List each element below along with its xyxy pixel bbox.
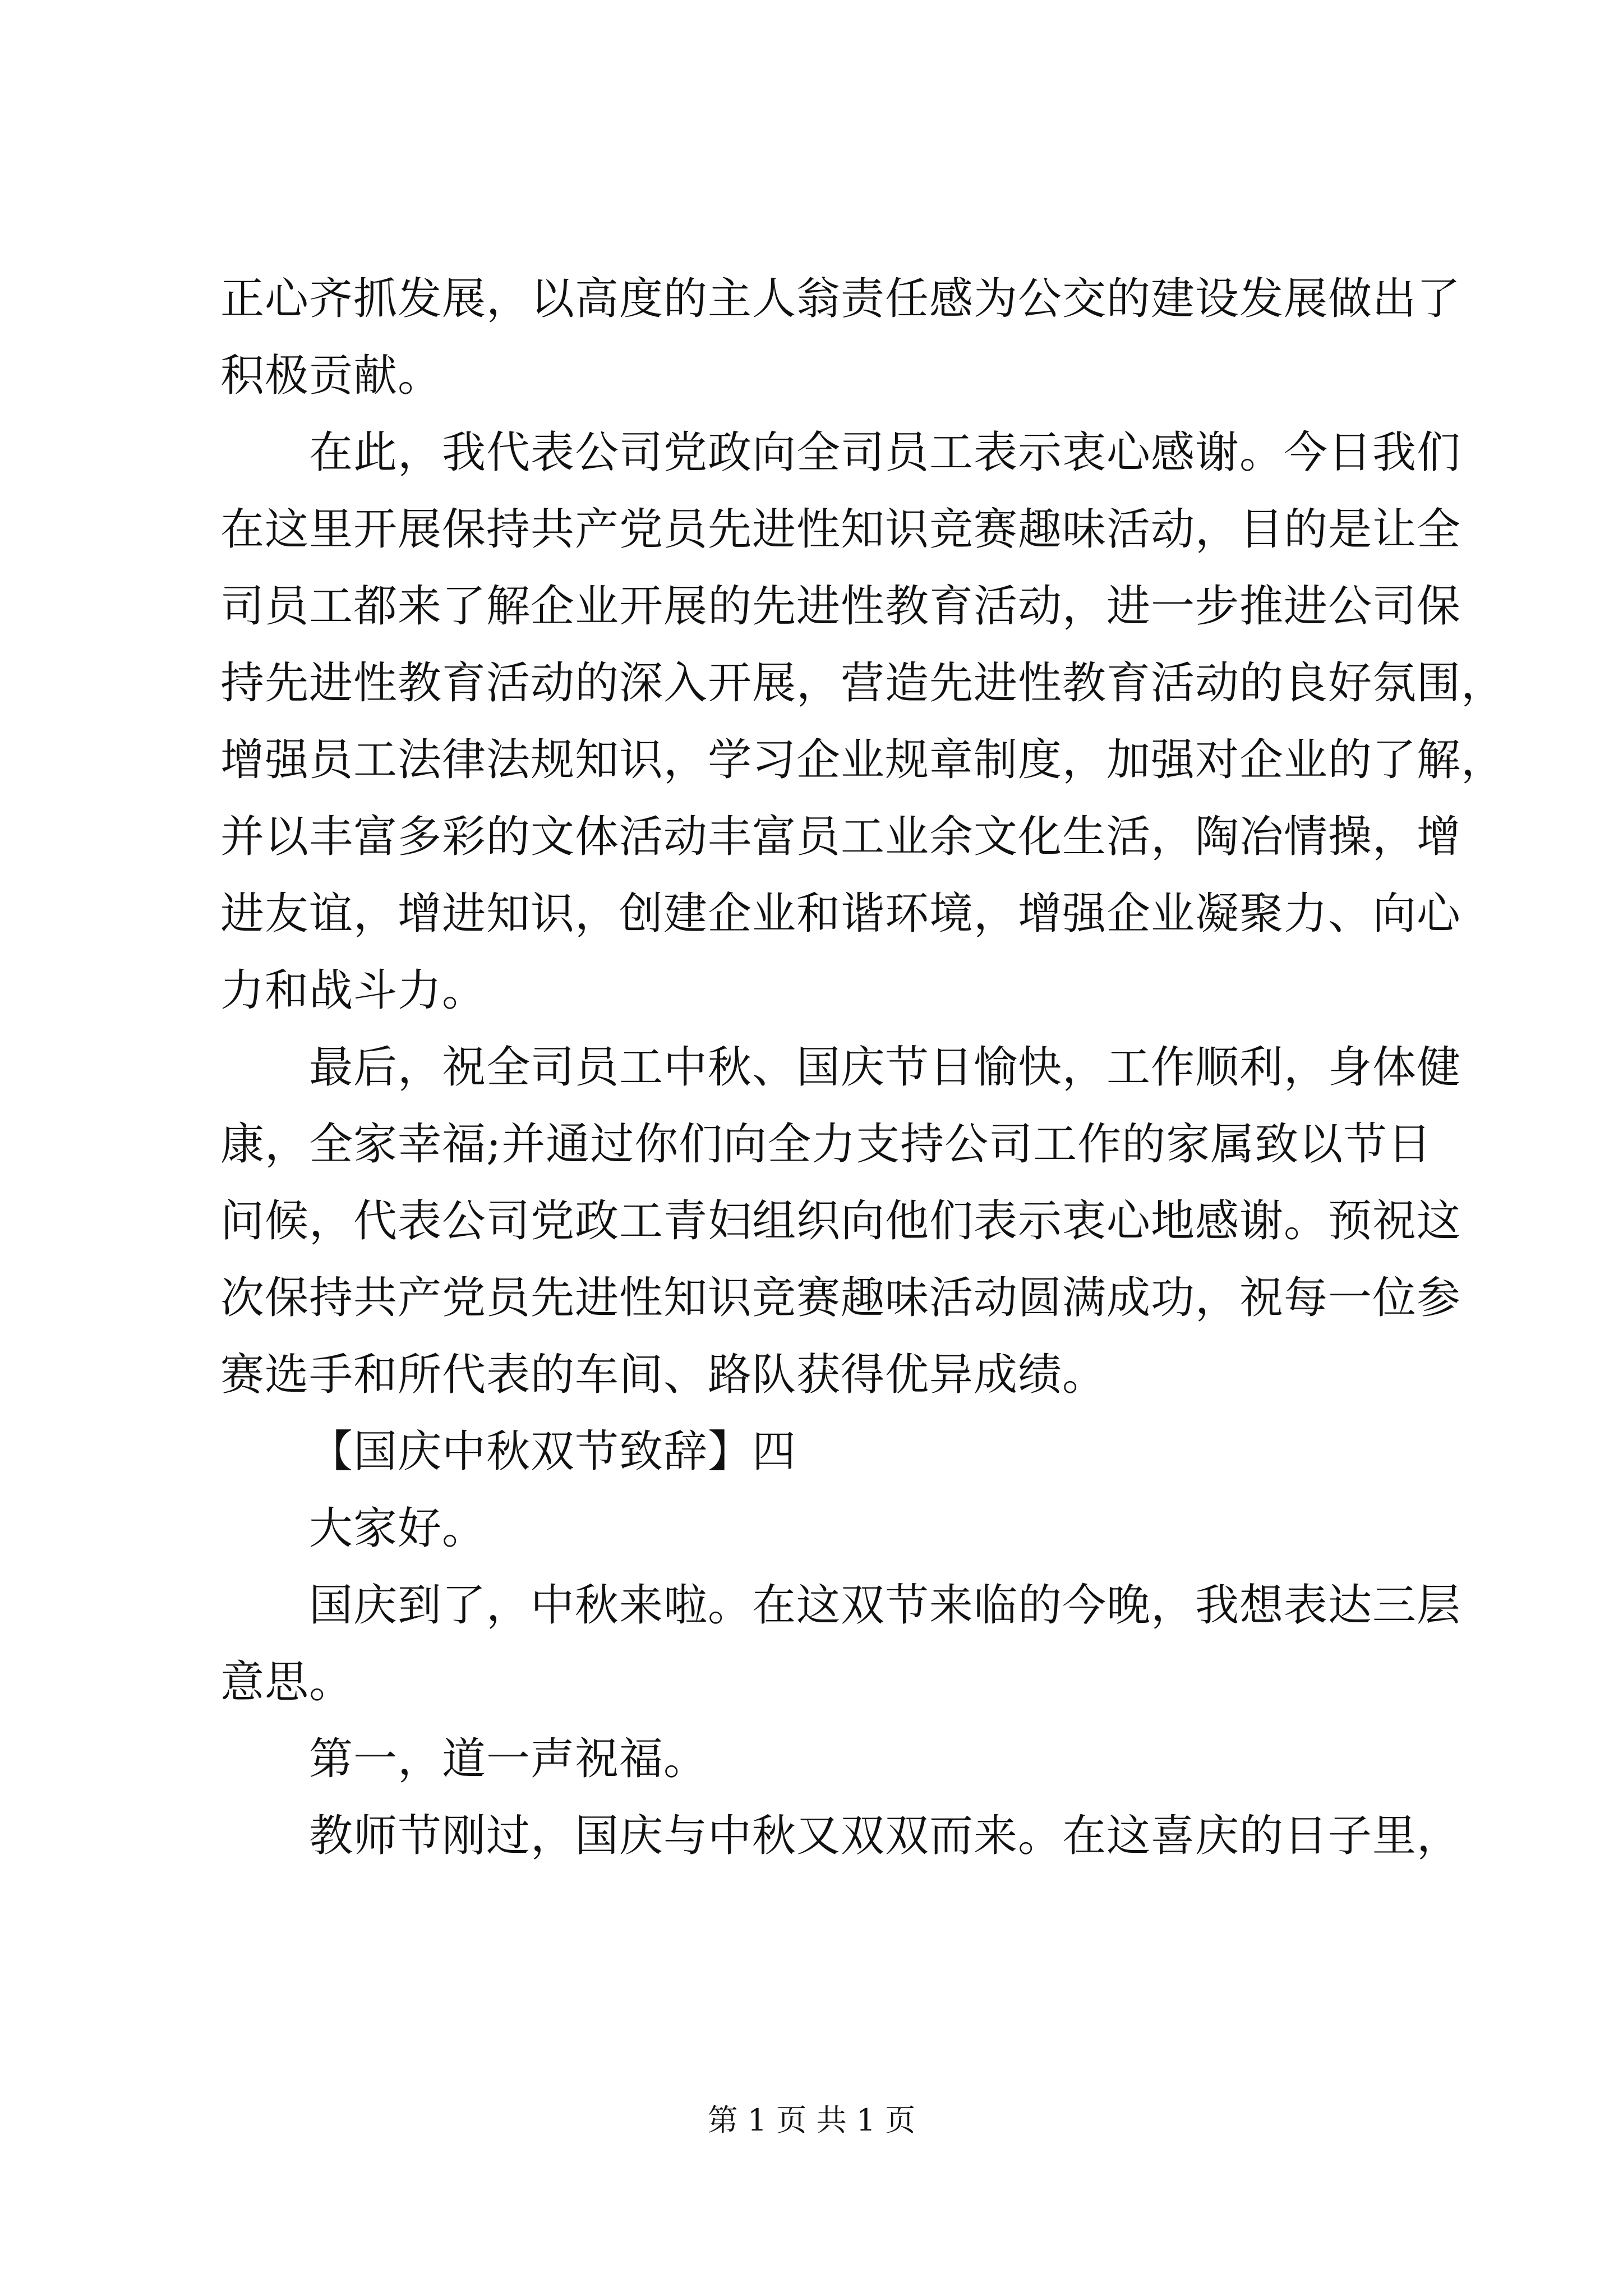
text-line: 在此，我代表公司党政向全司员工表示衷心感谢。今日我们 [309,427,1461,478]
page-number-footer: 第 1 页 共 1 页 [707,2102,916,2138]
text-line: 并以丰富多彩的文体活动丰富员工业余文化生活，陶冶情操，增 [220,812,1461,862]
text-line: 次保持共产党员先进性知识竞赛趣味活动圆满成功，祝每一位参 [220,1273,1461,1323]
text-line: 在这里开展保持共产党员先进性知识竞赛趣味活动，目的是让全 [220,504,1461,555]
text-line: 最后，祝全司员工中秋、国庆节日愉快，工作顺利，身体健 [309,1042,1461,1093]
section-heading: 【国庆中秋双节致辞】四 [309,1427,797,1477]
text-line: 力和战斗力。 [220,965,487,1016]
text-line: 增强员工法律法规知识，学习企业规章制度，加强对企业的了解， [220,735,1506,785]
text-line: 司员工都来了解企业开展的先进性教育活动，进一步推进公司保 [220,581,1461,632]
text-line: 康，全家幸福;并通过你们向全力支持公司工作的家属致以节日 [220,1119,1432,1170]
text-line: 正心齐抓发展，以高度的主人翁责任感为公交的建设发展做出了 [220,274,1461,324]
text-line: 教师节刚过，国庆与中秋又双双而来。在这喜庆的日子里， [309,1811,1461,1861]
text-line: 赛选手和所代表的车间、路队获得优异成绩。 [220,1350,1107,1400]
text-line: 意思。 [220,1657,354,1708]
text-line: 进友谊，增进知识，创建企业和谐环境，增强企业凝聚力、向心 [220,889,1461,939]
text-line: 大家好。 [309,1503,487,1554]
text-line: 第一，道一声祝福。 [309,1734,708,1784]
text-line: 持先进性教育活动的深入开展，营造先进性教育活动的良好氛围， [220,658,1506,708]
document-body [220,261,1506,1875]
text-line: 国庆到了，中秋来啦。在这双节来临的今晚，我想表达三层 [309,1580,1461,1631]
text-line: 问候，代表公司党政工青妇组织向他们表示衷心地感谢。预祝这 [220,1196,1461,1246]
text-line: 积极贡献。 [220,351,442,401]
